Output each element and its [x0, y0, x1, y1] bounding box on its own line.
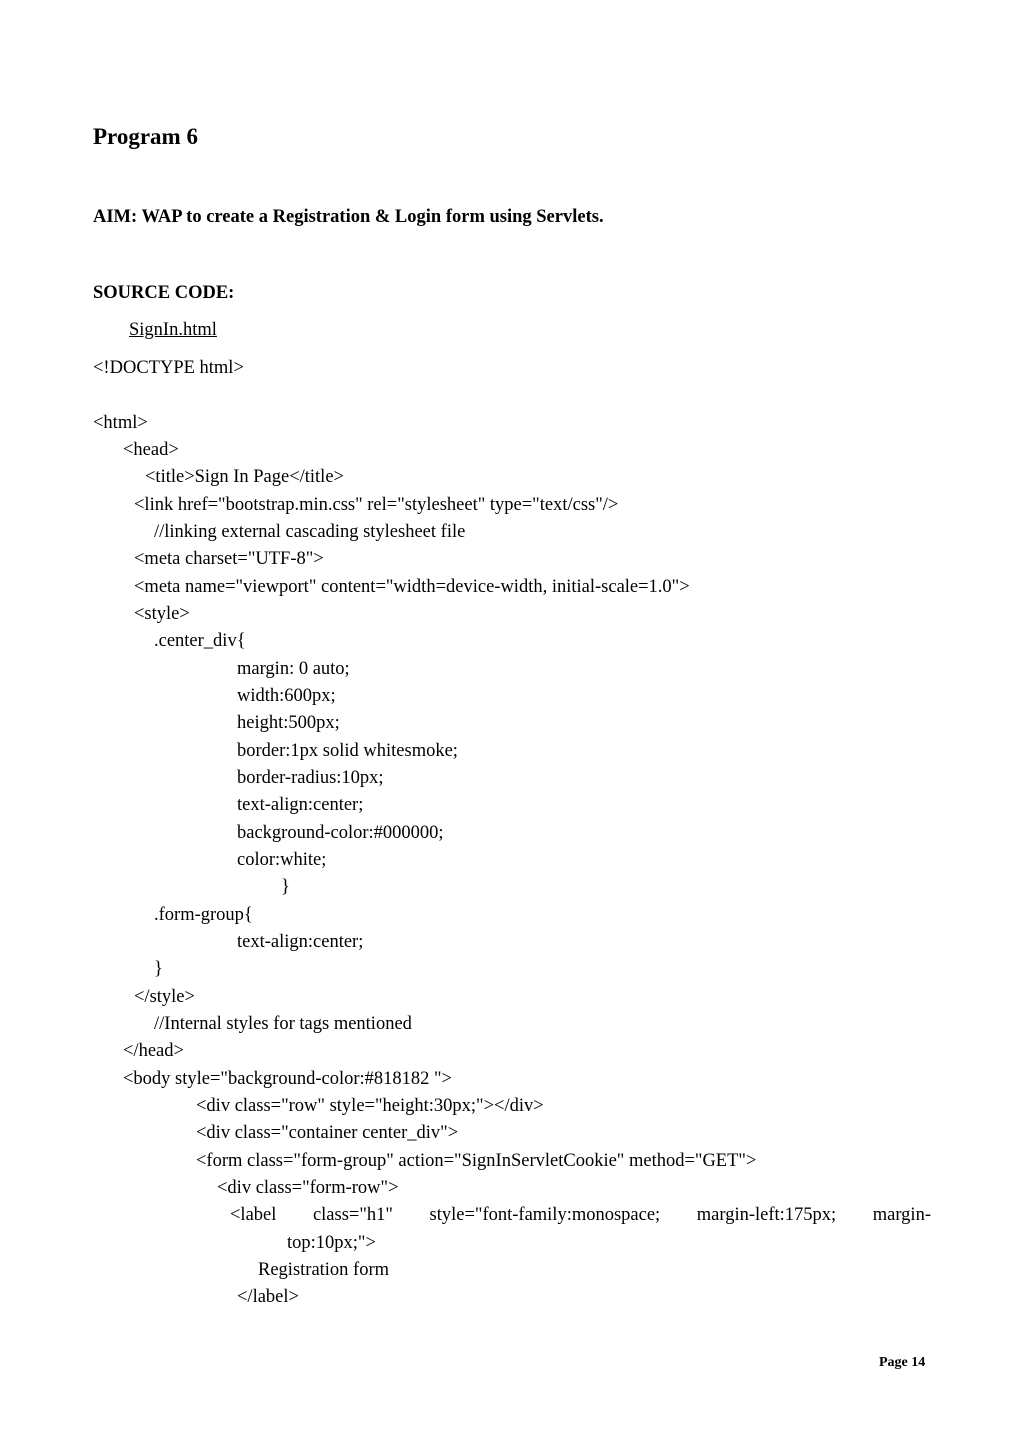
code-line: height:500px;: [237, 713, 340, 733]
code-line: </style>: [134, 987, 195, 1007]
code-line: color:white;: [237, 850, 327, 870]
code-line: <title>Sign In Page</title>: [145, 467, 344, 487]
source-filename: SignIn.html: [129, 320, 217, 340]
code-line: <!DOCTYPE html>: [93, 358, 244, 378]
code-line: <style>: [134, 604, 190, 624]
code-line: <div class="container center_div">: [196, 1123, 459, 1143]
code-line: }: [154, 959, 163, 979]
label-line-part: <label: [230, 1205, 277, 1225]
label-line-part: margin-: [872, 1205, 931, 1225]
code-line: .form-group{: [154, 905, 253, 925]
label-line-part: class="h1": [312, 1205, 393, 1225]
code-line: top:10px;">: [287, 1233, 376, 1253]
code-line: <div class="row" style="height:30px;"></div>: [196, 1096, 544, 1116]
code-line: <form class="form-group" action="SignInServletCookie" method="GET">: [196, 1151, 757, 1171]
code-line: background-color:#000000;: [237, 823, 444, 843]
code-line: width:600px;: [237, 686, 336, 706]
code-line: .center_div{: [154, 631, 246, 651]
code-line: </head>: [123, 1041, 184, 1061]
code-line: //Internal styles for tags mentioned: [154, 1014, 412, 1034]
code-line: <meta charset="UTF-8">: [134, 549, 324, 569]
code-line: //linking external cascading stylesheet file: [154, 522, 466, 542]
code-line: <meta name="viewport" content="width=device-width, initial-scale=1.0">: [134, 577, 690, 597]
code-line: <div class="form-row">: [217, 1178, 399, 1198]
code-line: </label>: [237, 1287, 299, 1307]
code-line: text-align:center;: [237, 932, 364, 952]
source-code-heading: SOURCE CODE:: [93, 283, 235, 303]
code-line: margin: 0 auto;: [237, 659, 350, 679]
page-number: Page 14: [879, 1355, 926, 1370]
label-line-part: style="font-family:monospace;: [429, 1205, 661, 1225]
code-line: <link href="bootstrap.min.css" rel="stylesheet" type="text/css"/>: [134, 495, 619, 515]
label-code-line: [230, 1206, 931, 1225]
label-line-part: margin-left:175px;: [696, 1205, 837, 1225]
aim-statement: AIM: WAP to create a Registration & Login form using Servlets.: [93, 207, 604, 227]
code-line: text-align:center;: [237, 795, 364, 815]
program-title: Program 6: [93, 124, 198, 149]
code-line: }: [281, 877, 290, 897]
code-line: <body style="background-color:#818182 ">: [123, 1069, 452, 1089]
code-line: border-radius:10px;: [237, 768, 384, 788]
code-line: border:1px solid whitesmoke;: [237, 741, 458, 761]
code-line: <head>: [123, 440, 179, 460]
code-line: <html>: [93, 413, 148, 433]
code-line: Registration form: [258, 1260, 390, 1280]
